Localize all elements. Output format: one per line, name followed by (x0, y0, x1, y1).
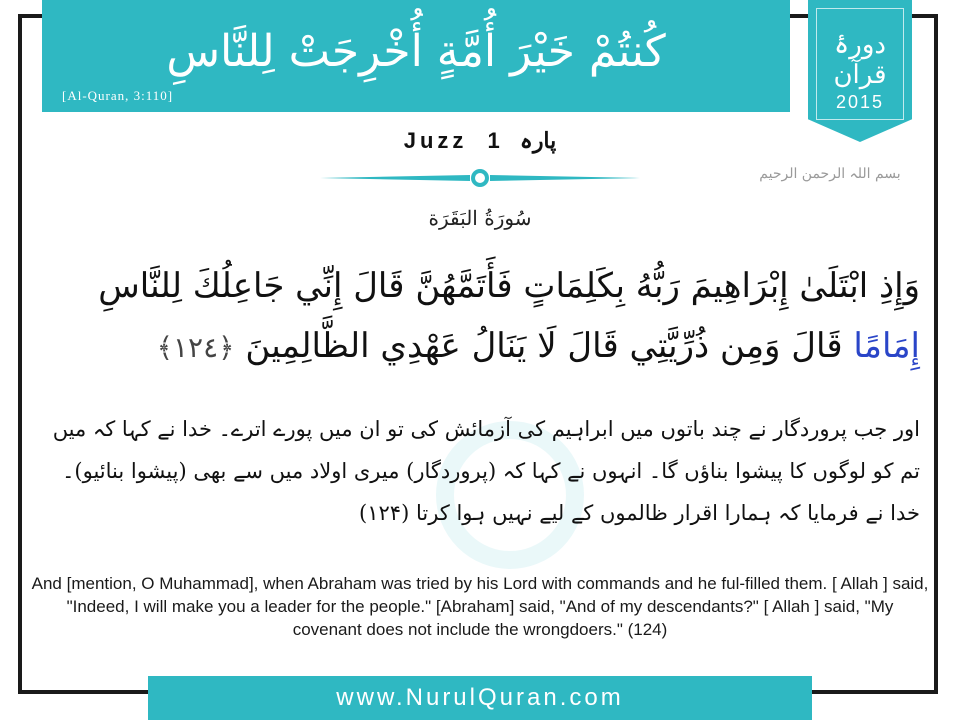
divider-left (320, 175, 470, 181)
top-banner (42, 0, 790, 112)
verse-part-2: قَالَ وَمِن ذُرِّيَّتِي قَالَ لَا يَنَالُ عَهْدِي الظَّالِمِينَ (245, 326, 843, 366)
juzz-label: Juzz (403, 128, 468, 153)
juzz-number: 1 (487, 128, 500, 153)
banner-reference: [Al-Quran, 3:110] (62, 88, 174, 103)
urdu-translation: اور جب پروردگار نے چند باتوں میں ابراہیم کی آزمائش کی تو ان میں پورے اترے۔ خدا نے کہا کہ میں تم کو لوگوں کا پیشوا بناؤں گا۔ انہوں نے کہا کہ (پروردگار) میری اولاد میں سے بھی (پیشوا بنائیو)۔ خدا نے فرمایا کہ ہمارا اقرار ظالموں کے لیے نہیں ہوا کرتا (۱۲۴) (52, 417, 920, 525)
banner-verse: كُنتُمْ خَيْرَ أُمَّةٍ أُخْرِجَتْ لِلنَّاسِ (166, 26, 666, 77)
divider-center-ring (475, 173, 485, 183)
ayah-number-marker: ﴿١٢٤﴾ (156, 331, 235, 364)
badge-year: 2015 (835, 92, 885, 112)
divider-right (490, 175, 640, 181)
english-translation: And [mention, O Muhammad], when Abraham was tried by his Lord with commands and he ful-filled them. [ Allah ] said, "Indeed, I will make you a leader for the people." [Abraham] said, "And of my descendants?" [ Allah ] said, "My covenant does not include the wrongdoers." (124) (31, 574, 929, 639)
footer-website-link[interactable]: www.NurulQuran.com (148, 676, 812, 720)
juzz-heading (0, 128, 960, 154)
verse-highlight-imam: إِمَامًا (853, 326, 920, 366)
verse-part-1: وَإِذِ ابْتَلَىٰ إِبْرَاهِيمَ رَبُّهُ بِكَلِمَاتٍ فَأَتَمَّهُنَّ قَالَ إِنِّي جَاعِلُكَ لِلنَّاسِ (98, 266, 920, 306)
surah-name: سُورَةُ البَقَرَة (428, 206, 532, 230)
bismillah-calligraphy: بسم اللہ الرحمن الرحیم (759, 166, 901, 182)
badge-title: دورۂ قرآن (833, 30, 887, 90)
juzz-label-urdu: پارہ (519, 128, 557, 154)
ornamental-divider (320, 166, 640, 190)
quran-verse (40, 256, 920, 378)
